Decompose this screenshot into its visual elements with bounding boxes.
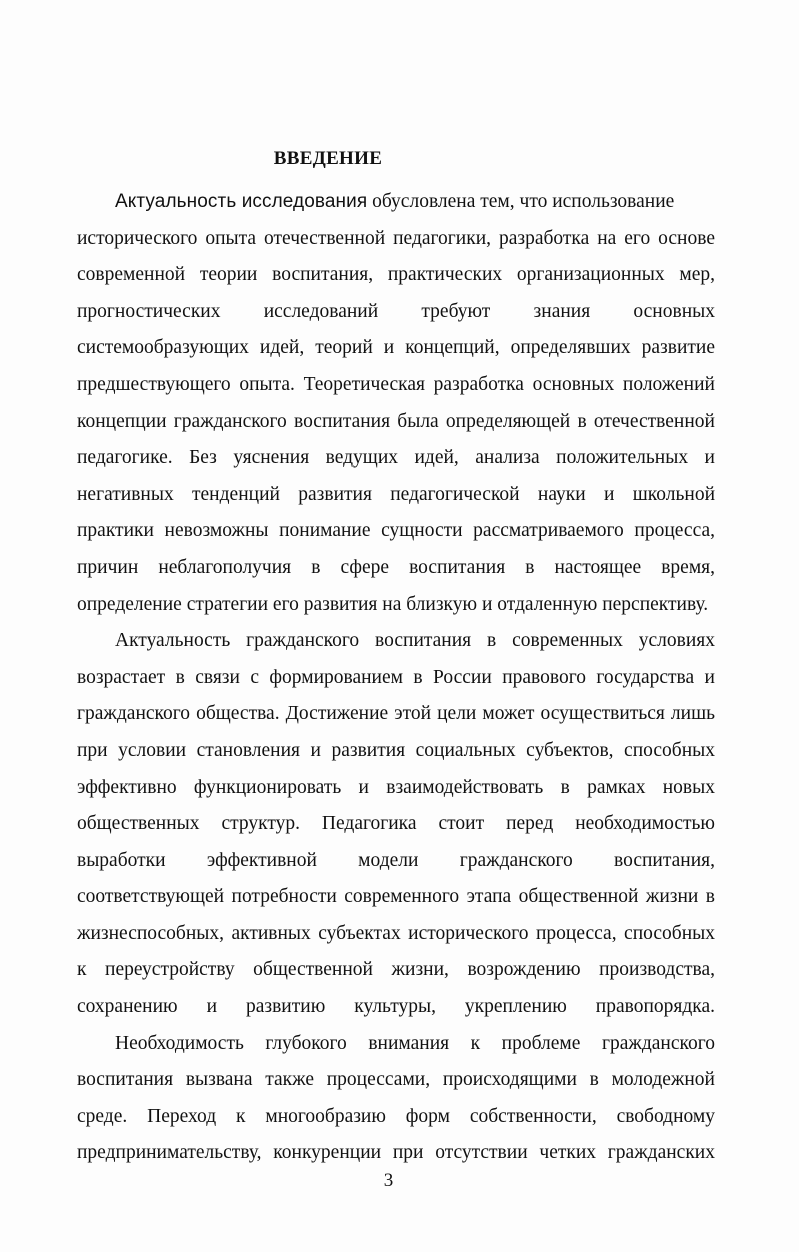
lead-phrase: Актуальность исследования <box>115 191 368 212</box>
text-line: предпринимательству, конкуренции при отсутствии четких гражданских <box>77 1142 715 1164</box>
text-line: Необходимость глубокого внимания к проблеме гражданского <box>115 1032 715 1054</box>
text-line: педагогике. Без уяснения ведущих идей, анализа положительных и <box>77 447 715 469</box>
text-line: жизнеспособных, активных субъектах исторического процесса, способных <box>77 922 715 944</box>
text-line: исторического опыта отечественной педагогики, разработка на его основе <box>77 227 715 249</box>
text-line: негативных тенденций развития педагогической науки и школьной <box>77 483 715 505</box>
text-line: воспитания вызвана также процессами, происходящими в молодежной <box>77 1069 715 1091</box>
page-title: ВВЕДЕНИЕ <box>273 148 383 169</box>
text-line: к переустройству общественной жизни, возрождению производства, <box>77 959 715 981</box>
text-line: возрастает в связи с формированием в России правового государства и <box>77 666 715 688</box>
text-line <box>77 184 715 221</box>
text-line: причин неблагополучия в сфере воспитания в настоящее время, <box>77 556 715 578</box>
text-line: общественных структур. Педагогика стоит перед необходимостью <box>77 813 715 835</box>
text-line: определение стратегии его развития на близкую и отдаленную перспективу. <box>77 593 709 615</box>
text-line: выработки эффективной модели гражданского воспитания, <box>77 849 715 871</box>
text-line: современной теории воспитания, практических организационных мер, <box>77 264 715 286</box>
text-line: гражданского общества. Достижение этой цели может осуществиться лишь <box>77 703 715 725</box>
text-line: эффективно функционировать и взаимодействовать в рамках новых <box>77 776 715 798</box>
text-line: среде. Переход к многообразию форм собственности, свободному <box>77 1105 715 1127</box>
text-line: практики невозможны понимание сущности рассматриваемого процесса, <box>77 520 715 542</box>
page-number: 3 <box>383 1170 394 1191</box>
text-line: сохранению и развитию культуры, укреплению правопорядка. <box>77 996 715 1018</box>
text-line: соответствующей потребности современного этапа общественной жизни в <box>77 886 715 908</box>
text-line: Актуальность гражданского воспитания в современных условиях <box>115 630 715 652</box>
text-line: при условии становления и развития социальных субъектов, способных <box>77 739 715 761</box>
body-text <box>77 184 715 1172</box>
text-line-content: обусловлена тем, что использование <box>367 191 675 212</box>
text-line: прогностических исследований требуют знания основных <box>77 300 715 322</box>
text-line: концепции гражданского воспитания была определяющей в отечественной <box>77 410 715 432</box>
text-line: предшествующего опыта. Теоретическая разработка основных положений <box>77 373 715 395</box>
text-line: системообразующих идей, теорий и концепций, определявших развитие <box>77 337 715 359</box>
